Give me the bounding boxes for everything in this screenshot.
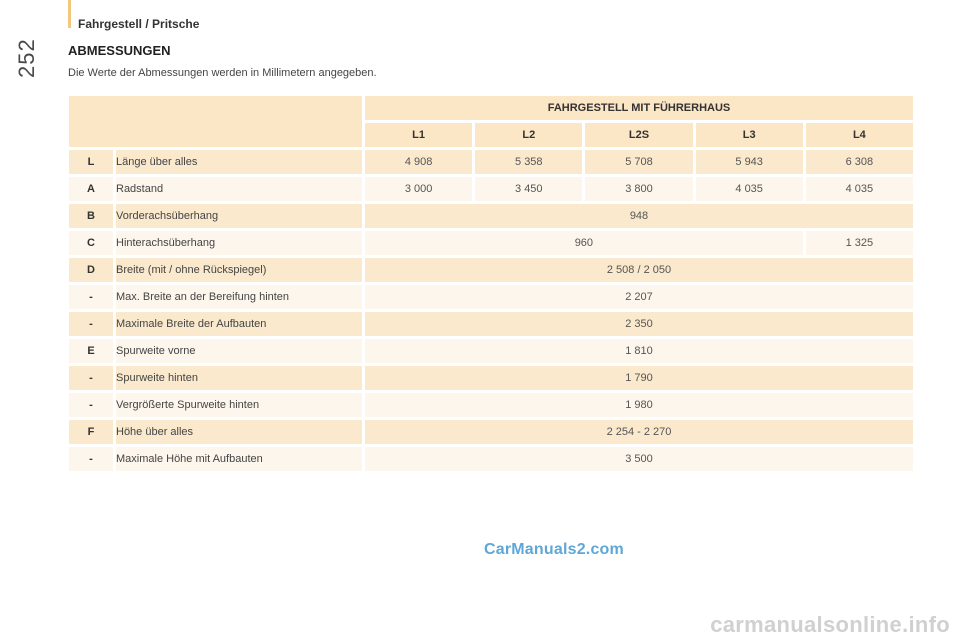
column-header-l4: L4 <box>806 123 913 147</box>
row-label: Radstand <box>116 177 362 201</box>
row-label: Länge über alles <box>116 150 362 174</box>
dimensions-table <box>66 93 916 474</box>
table-row <box>69 177 913 201</box>
row-value: 960 <box>365 231 803 255</box>
column-header-l3: L3 <box>696 123 803 147</box>
row-value: 3 800 <box>585 177 692 201</box>
row-value: 1 810 <box>365 339 913 363</box>
row-label: Spurweite hinten <box>116 366 362 390</box>
row-label: Hinterachsüberhang <box>116 231 362 255</box>
row-code: - <box>69 285 113 309</box>
row-code: - <box>69 366 113 390</box>
row-label: Maximale Breite der Aufbauten <box>116 312 362 336</box>
row-label: Spurweite vorne <box>116 339 362 363</box>
row-code: - <box>69 312 113 336</box>
section-title: Fahrgestell / Pritsche <box>78 17 200 31</box>
row-value: 1 325 <box>806 231 913 255</box>
page-number: 252 <box>14 38 39 78</box>
row-label: Breite (mit / ohne Rückspiegel) <box>116 258 362 282</box>
row-value: 6 308 <box>806 150 913 174</box>
row-value: 948 <box>365 204 913 228</box>
table-row <box>69 231 913 255</box>
column-header-l2s: L2S <box>585 123 692 147</box>
row-code: C <box>69 231 113 255</box>
row-value: 2 508 / 2 050 <box>365 258 913 282</box>
row-code: A <box>69 177 113 201</box>
column-header-l1: L1 <box>365 123 472 147</box>
row-value: 3 450 <box>475 177 582 201</box>
row-value: 5 943 <box>696 150 803 174</box>
column-header-l2: L2 <box>475 123 582 147</box>
watermark-text: CarManuals2.com <box>484 541 624 558</box>
group-header: FAHRGESTELL MIT FÜHRERHAUS <box>365 96 913 120</box>
row-label: Vergrößerte Spurweite hinten <box>116 393 362 417</box>
table-row <box>69 420 913 444</box>
row-code: L <box>69 150 113 174</box>
row-code: F <box>69 420 113 444</box>
row-value: 5 358 <box>475 150 582 174</box>
table-row <box>69 339 913 363</box>
row-code: - <box>69 447 113 471</box>
row-value: 1 790 <box>365 366 913 390</box>
row-value: 2 207 <box>365 285 913 309</box>
page-heading: ABMESSUNGEN <box>68 43 171 58</box>
row-label: Vorderachsüberhang <box>116 204 362 228</box>
row-value: 1 980 <box>365 393 913 417</box>
row-code: B <box>69 204 113 228</box>
row-code: D <box>69 258 113 282</box>
row-value: 3 000 <box>365 177 472 201</box>
table-row <box>69 393 913 417</box>
table-row <box>69 285 913 309</box>
row-value: 3 500 <box>365 447 913 471</box>
row-value: 2 350 <box>365 312 913 336</box>
row-value: 4 035 <box>806 177 913 201</box>
row-value: 4 035 <box>696 177 803 201</box>
row-label: Höhe über alles <box>116 420 362 444</box>
table-row <box>69 366 913 390</box>
table-row <box>69 312 913 336</box>
table-row <box>69 150 913 174</box>
footer-watermark: carmanualsonline.info <box>710 612 950 637</box>
section-accent-bar <box>68 0 71 28</box>
header-blank-cell <box>69 96 362 147</box>
table-row <box>69 258 913 282</box>
table-row <box>69 447 913 471</box>
row-value: 2 254 - 2 270 <box>365 420 913 444</box>
row-code: - <box>69 393 113 417</box>
row-code: E <box>69 339 113 363</box>
row-value: 5 708 <box>585 150 692 174</box>
row-label: Maximale Höhe mit Aufbauten <box>116 447 362 471</box>
intro-text: Die Werte der Abmessungen werden in Millimetern angegeben. <box>68 67 377 79</box>
row-label: Max. Breite an der Bereifung hinten <box>116 285 362 309</box>
row-value: 4 908 <box>365 150 472 174</box>
table-row <box>69 204 913 228</box>
